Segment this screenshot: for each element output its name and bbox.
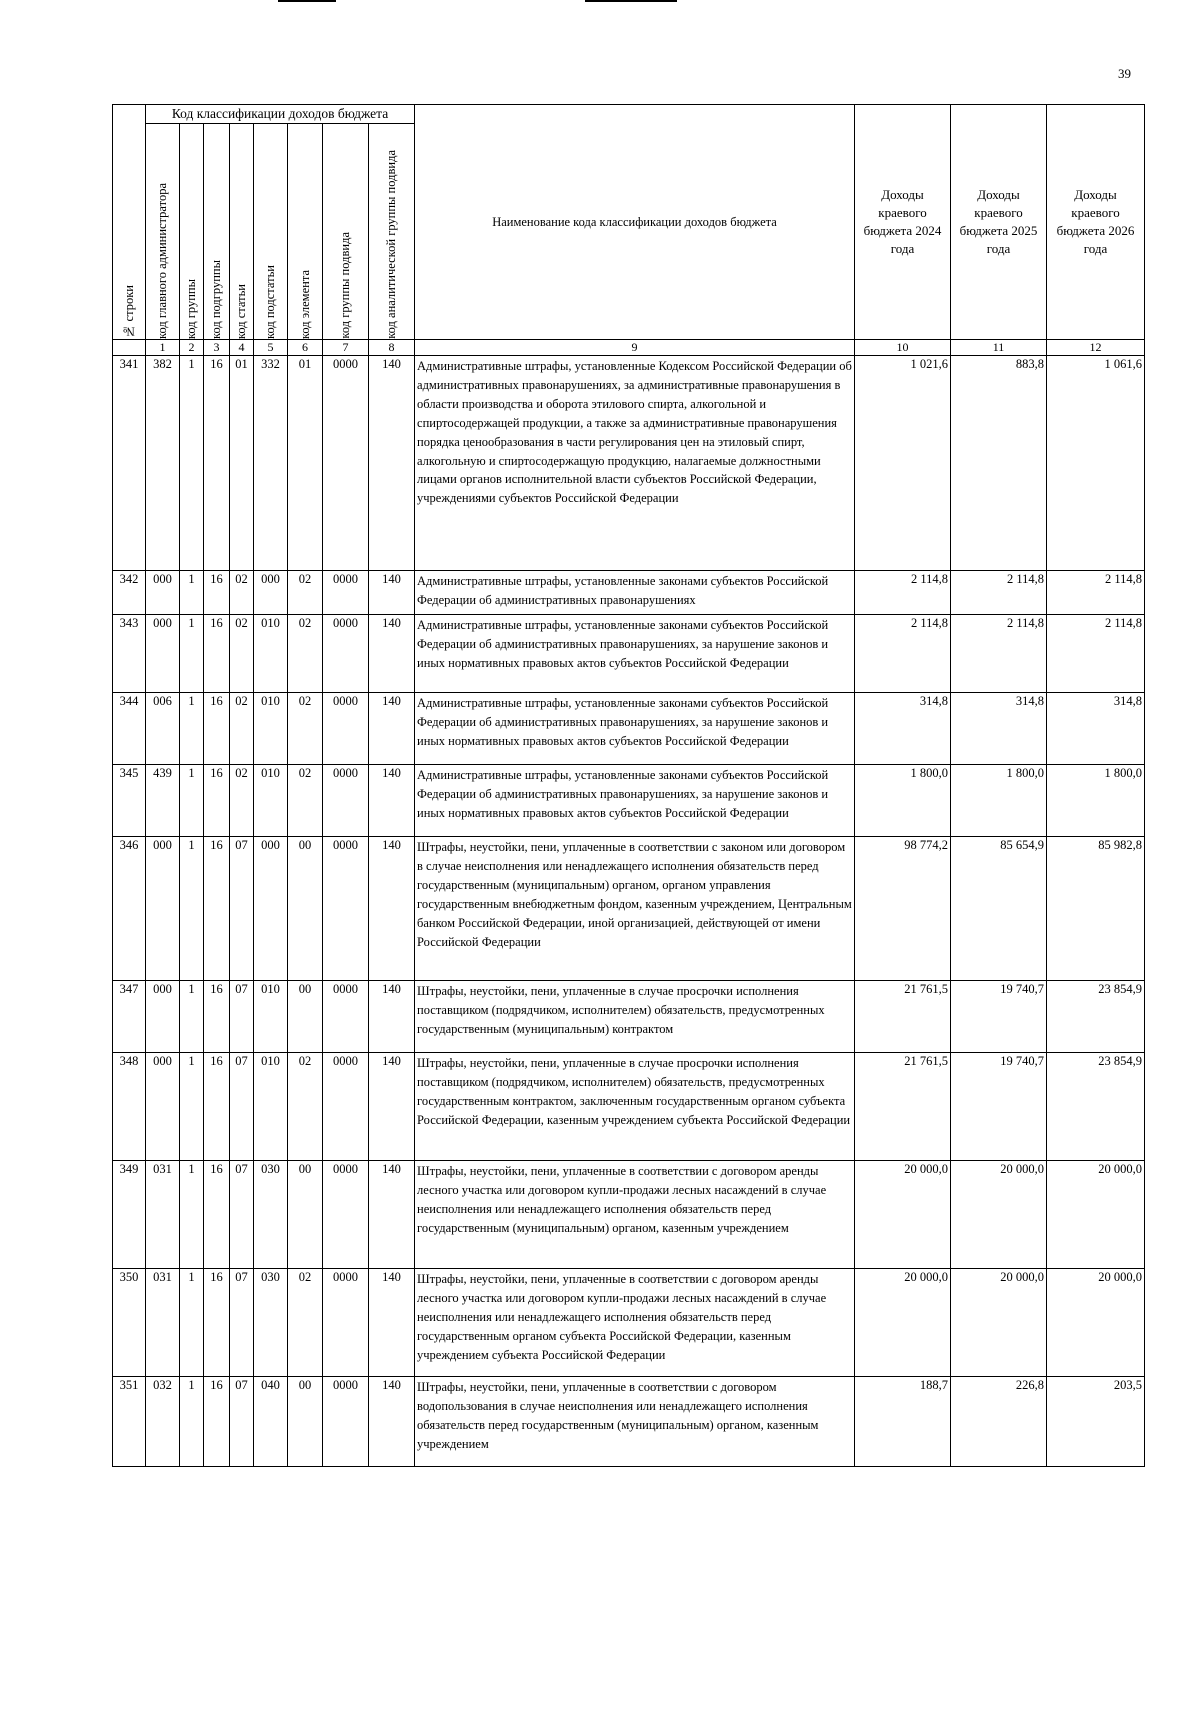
element-code: 00: [288, 1161, 323, 1269]
header-income-2026: Доходы краевого бюджета 2026 года: [1047, 105, 1145, 340]
subtype-group-code: 0000: [323, 765, 369, 837]
admin-code: 031: [146, 1161, 180, 1269]
subarticle-code: 332: [254, 356, 288, 571]
row-number: 350: [113, 1269, 146, 1377]
income-2026: 23 854,9: [1047, 981, 1145, 1053]
subgroup-code: 16: [204, 837, 230, 981]
analytic-group-code: 140: [369, 615, 415, 693]
header-article-code: код статьи: [230, 124, 254, 340]
table-row: [113, 981, 1145, 1053]
admin-code: 000: [146, 615, 180, 693]
subarticle-code: 040: [254, 1377, 288, 1467]
income-2025: 314,8: [951, 693, 1047, 765]
income-2026: 314,8: [1047, 693, 1145, 765]
subtype-group-code: 0000: [323, 981, 369, 1053]
element-code: 02: [288, 765, 323, 837]
income-2024: 21 761,5: [855, 981, 951, 1053]
income-2026: 1 800,0: [1047, 765, 1145, 837]
subarticle-code: 010: [254, 615, 288, 693]
column-number: 7: [323, 340, 369, 356]
table-row: [113, 1053, 1145, 1161]
article-code: 02: [230, 765, 254, 837]
group-code: 1: [180, 981, 204, 1053]
subgroup-code: 16: [204, 571, 230, 615]
column-number: 9: [415, 340, 855, 356]
column-number: 5: [254, 340, 288, 356]
income-2024: 1 800,0: [855, 765, 951, 837]
subarticle-code: 000: [254, 571, 288, 615]
income-2024: 20 000,0: [855, 1269, 951, 1377]
header-income-2025: Доходы краевого бюджета 2025 года: [951, 105, 1047, 340]
header-income-2024: Доходы краевого бюджета 2024 года: [855, 105, 951, 340]
header-element-code: код элемента: [288, 124, 323, 340]
analytic-group-code: 140: [369, 837, 415, 981]
income-2026: 85 982,8: [1047, 837, 1145, 981]
subtype-group-code: 0000: [323, 837, 369, 981]
subtype-group-code: 0000: [323, 1377, 369, 1467]
table-row: [113, 837, 1145, 981]
analytic-group-code: 140: [369, 1269, 415, 1377]
header-group-code: код группы: [180, 124, 204, 340]
article-code: 01: [230, 356, 254, 571]
table-row: [113, 1377, 1145, 1467]
subgroup-code: 16: [204, 356, 230, 571]
code-name: Штрафы, неустойки, пени, уплаченные в соответствии с законом или договором в случае неисполнения или ненадлежащего исполнения обязательств перед государственным (муниципальным) органом, органом управления государственным внебюджетным фондом, казенным учреждением, Центральным банком Российской Федерации, иной организацией, действующей от имени Российской Федерации: [415, 837, 855, 981]
income-2025: 20 000,0: [951, 1161, 1047, 1269]
element-code: 02: [288, 693, 323, 765]
group-code: 1: [180, 1053, 204, 1161]
group-code: 1: [180, 837, 204, 981]
article-code: 07: [230, 1161, 254, 1269]
header-row-group: [113, 105, 1145, 124]
admin-code: 439: [146, 765, 180, 837]
income-2025: 19 740,7: [951, 981, 1047, 1053]
admin-code: 382: [146, 356, 180, 571]
column-number: 3: [204, 340, 230, 356]
income-2024: 21 761,5: [855, 1053, 951, 1161]
group-code: 1: [180, 693, 204, 765]
article-code: 02: [230, 693, 254, 765]
analytic-group-code: 140: [369, 571, 415, 615]
income-2026: 23 854,9: [1047, 1053, 1145, 1161]
income-2025: 20 000,0: [951, 1269, 1047, 1377]
income-2025: 2 114,8: [951, 571, 1047, 615]
article-code: 02: [230, 571, 254, 615]
header-row-no: № строки: [113, 105, 146, 340]
budget-table: [112, 104, 1145, 1467]
subarticle-code: 010: [254, 1053, 288, 1161]
element-code: 00: [288, 837, 323, 981]
subgroup-code: 16: [204, 1269, 230, 1377]
analytic-group-code: 140: [369, 1377, 415, 1467]
subtype-group-code: 0000: [323, 1053, 369, 1161]
column-number: 6: [288, 340, 323, 356]
article-code: 07: [230, 1269, 254, 1377]
income-2026: 203,5: [1047, 1377, 1145, 1467]
element-code: 02: [288, 1053, 323, 1161]
subtype-group-code: 0000: [323, 356, 369, 571]
row-number: 344: [113, 693, 146, 765]
table-row: [113, 765, 1145, 837]
group-code: 1: [180, 1161, 204, 1269]
subgroup-code: 16: [204, 1377, 230, 1467]
article-code: 02: [230, 615, 254, 693]
income-2024: 20 000,0: [855, 1161, 951, 1269]
subgroup-code: 16: [204, 1053, 230, 1161]
table-row: [113, 356, 1145, 571]
income-2025: 883,8: [951, 356, 1047, 571]
column-number: 8: [369, 340, 415, 356]
table-body: [113, 356, 1145, 1467]
scan-mark: [278, 0, 336, 2]
analytic-group-code: 140: [369, 1161, 415, 1269]
analytic-group-code: 140: [369, 765, 415, 837]
element-code: 01: [288, 356, 323, 571]
subgroup-code: 16: [204, 765, 230, 837]
row-number: 346: [113, 837, 146, 981]
article-code: 07: [230, 1377, 254, 1467]
analytic-group-code: 140: [369, 356, 415, 571]
group-code: 1: [180, 1377, 204, 1467]
column-number: 2: [180, 340, 204, 356]
row-number: 345: [113, 765, 146, 837]
admin-code: 031: [146, 1269, 180, 1377]
page-number: 39: [1118, 66, 1131, 81]
code-name: Административные штрафы, установленные законами субъектов Российской Федерации об административных правонарушениях, за нарушение законов и иных нормативных правовых актов субъектов Российской Федерации: [415, 693, 855, 765]
subarticle-code: 010: [254, 693, 288, 765]
group-code: 1: [180, 571, 204, 615]
income-2025: 1 800,0: [951, 765, 1047, 837]
analytic-group-code: 140: [369, 981, 415, 1053]
header-analytic-group-code: код аналитической группы подвида: [369, 124, 415, 340]
row-number: 349: [113, 1161, 146, 1269]
analytic-group-code: 140: [369, 693, 415, 765]
subarticle-code: 010: [254, 981, 288, 1053]
row-number: 341: [113, 356, 146, 571]
table-row: [113, 693, 1145, 765]
subtype-group-code: 0000: [323, 693, 369, 765]
income-2025: 19 740,7: [951, 1053, 1047, 1161]
scan-mark: [585, 0, 677, 2]
element-code: 02: [288, 571, 323, 615]
row-number: 342: [113, 571, 146, 615]
table-row: [113, 1269, 1145, 1377]
income-2026: 20 000,0: [1047, 1269, 1145, 1377]
element-code: 02: [288, 1269, 323, 1377]
table-row: [113, 571, 1145, 615]
admin-code: 000: [146, 837, 180, 981]
code-name: Административные штрафы, установленные законами субъектов Российской Федерации об административных правонарушениях, за нарушение законов и иных нормативных правовых актов субъектов Российской Федерации: [415, 615, 855, 693]
income-2026: 20 000,0: [1047, 1161, 1145, 1269]
header-subgroup-code: код подгруппы: [204, 124, 230, 340]
income-2026: 1 061,6: [1047, 356, 1145, 571]
income-2024: 314,8: [855, 693, 951, 765]
subgroup-code: 16: [204, 615, 230, 693]
code-name: Штрафы, неустойки, пени, уплаченные в соответствии с договором аренды лесного участка или договором купли-продажи лесных насаждений в случае неисполнения или ненадлежащего исполнения обязательств перед государственным органом субъекта Российской Федерации, казенным учреждением субъекта Российской Федерации: [415, 1269, 855, 1377]
column-number: 10: [855, 340, 951, 356]
income-2024: 1 021,6: [855, 356, 951, 571]
code-name: Административные штрафы, установленные законами субъектов Российской Федерации об административных правонарушениях, за нарушение законов и иных нормативных правовых актов субъектов Российской Федерации: [415, 765, 855, 837]
header-admin-code: код главного администратора: [146, 124, 180, 340]
subgroup-code: 16: [204, 1161, 230, 1269]
code-name: Административные штрафы, установленные законами субъектов Российской Федерации об административных правонарушениях: [415, 571, 855, 615]
subarticle-code: 030: [254, 1161, 288, 1269]
group-code: 1: [180, 765, 204, 837]
subtype-group-code: 0000: [323, 571, 369, 615]
subtype-group-code: 0000: [323, 1161, 369, 1269]
subtype-group-code: 0000: [323, 615, 369, 693]
admin-code: 000: [146, 1053, 180, 1161]
subgroup-code: 16: [204, 693, 230, 765]
income-2024: 98 774,2: [855, 837, 951, 981]
column-number: 12: [1047, 340, 1145, 356]
income-2026: 2 114,8: [1047, 615, 1145, 693]
column-number: 4: [230, 340, 254, 356]
group-code: 1: [180, 615, 204, 693]
subarticle-code: 000: [254, 837, 288, 981]
admin-code: 006: [146, 693, 180, 765]
subarticle-code: 030: [254, 1269, 288, 1377]
income-2025: 85 654,9: [951, 837, 1047, 981]
subgroup-code: 16: [204, 981, 230, 1053]
admin-code: 000: [146, 981, 180, 1053]
code-name: Штрафы, неустойки, пени, уплаченные в соответствии с договором аренды лесного участка или договором купли-продажи лесных насаждений в случае неисполнения или ненадлежащего исполнения обязательств перед государственным (муниципальным) органом, казенным учреждением: [415, 1161, 855, 1269]
code-name: Штрафы, неустойки, пени, уплаченные в случае просрочки исполнения поставщиком (подрядчиком, исполнителем) обязательств, предусмотренных государственным контрактом, заключенным государственным органом субъекта Российской Федерации, казенным учреждением субъекта Российской Федерации: [415, 1053, 855, 1161]
row-number: 343: [113, 615, 146, 693]
income-2026: 2 114,8: [1047, 571, 1145, 615]
code-name: Штрафы, неустойки, пени, уплаченные в случае просрочки исполнения поставщиком (подрядчиком, исполнителем) обязательств, предусмотренных государственным (муниципальным) контрактом: [415, 981, 855, 1053]
column-number-empty: [113, 340, 146, 356]
admin-code: 000: [146, 571, 180, 615]
element-code: 02: [288, 615, 323, 693]
income-2025: 226,8: [951, 1377, 1047, 1467]
group-code: 1: [180, 1269, 204, 1377]
group-code: 1: [180, 356, 204, 571]
header-classification-code: Код классификации доходов бюджета: [146, 105, 415, 124]
header-code-name: Наименование кода классификации доходов бюджета: [415, 105, 855, 340]
article-code: 07: [230, 1053, 254, 1161]
element-code: 00: [288, 981, 323, 1053]
table-row: [113, 615, 1145, 693]
analytic-group-code: 140: [369, 1053, 415, 1161]
subtype-group-code: 0000: [323, 1269, 369, 1377]
income-2025: 2 114,8: [951, 615, 1047, 693]
column-number-row: [113, 340, 1145, 356]
header-subtype-group-code: код группы подвида: [323, 124, 369, 340]
admin-code: 032: [146, 1377, 180, 1467]
article-code: 07: [230, 981, 254, 1053]
row-number: 351: [113, 1377, 146, 1467]
header-subarticle-code: код подстатьи: [254, 124, 288, 340]
subarticle-code: 010: [254, 765, 288, 837]
article-code: 07: [230, 837, 254, 981]
code-name: Штрафы, неустойки, пени, уплаченные в соответствии с договором водопользования в случае неисполнения или ненадлежащего исполнения обязательств перед государственным (муниципальным) органом, казенным учреждением: [415, 1377, 855, 1467]
income-2024: 188,7: [855, 1377, 951, 1467]
column-number: 11: [951, 340, 1047, 356]
income-2024: 2 114,8: [855, 571, 951, 615]
element-code: 00: [288, 1377, 323, 1467]
row-number: 348: [113, 1053, 146, 1161]
row-number: 347: [113, 981, 146, 1053]
income-2024: 2 114,8: [855, 615, 951, 693]
column-number: 1: [146, 340, 180, 356]
code-name: Административные штрафы, установленные Кодексом Российской Федерации об административных правонарушениях, за административные правонарушения в области производства и оборота этилового спирта, алкогольной и спиртосодержащей продукции, а также за административные правонарушения порядка ценообразования в части регулирования цен на этиловый спирт, алкогольную и спиртосодержащую продукцию, налагаемые должностными лицами органов исполнительной власти субъектов Российской Федерации, учреждениями субъектов Российской Федерации: [415, 356, 855, 571]
table-row: [113, 1161, 1145, 1269]
